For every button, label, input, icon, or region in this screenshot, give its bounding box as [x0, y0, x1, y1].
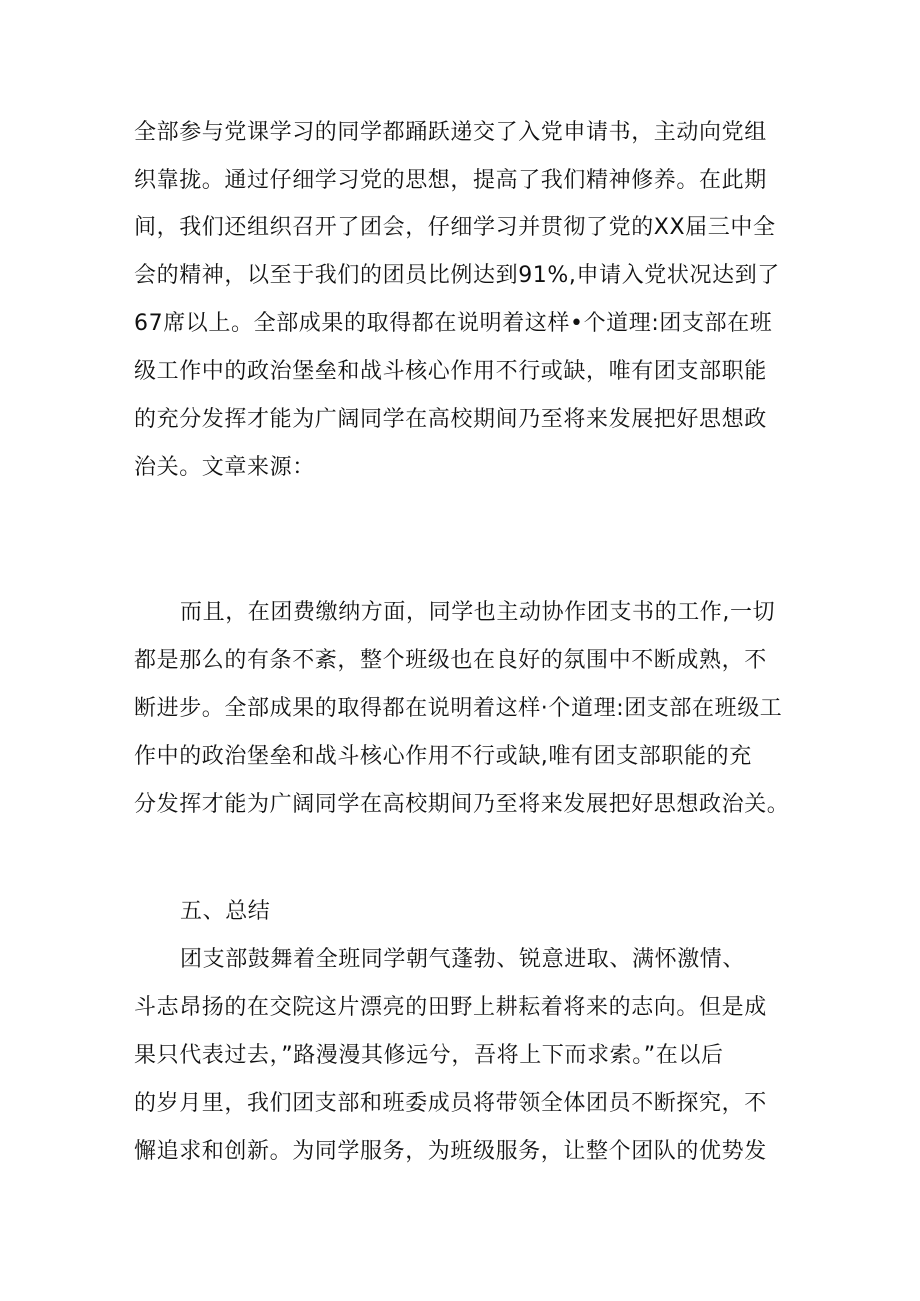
text-line: 的充分发挥才能为广阔同学在高校期间乃至将来发展把好思想政 — [134, 407, 767, 432]
section-heading: 五、总结 — [180, 899, 271, 924]
text-line: 都是那么的有条不紊，整个班级也在良好的氛围中不断成熟，不 — [134, 648, 767, 673]
text-line: 懈追求和创新。为同学服务，为班级服务，让整个团队的优势发 — [134, 1139, 767, 1164]
text-line: 的岁月里，我们团支部和班委成员将带领全体团员不断探究，不 — [134, 1091, 767, 1116]
text-line: 分发挥才能为广阔同学在高校期间乃至将来发展把好思想政治关。 — [134, 792, 790, 817]
text-line: 团支部鼓舞着全班同学朝气蓬勃、锐意进取、满怀激情、 — [180, 947, 746, 972]
text-line: 断进步。全部成果的取得都在说明着这样·个道理:团支部在班级工 — [134, 696, 783, 721]
text-line: 会的精神，以至于我们的团员比例达到91%,申请入党状况达到了 — [134, 263, 780, 288]
text-line: 作中的政治堡垒和战斗核心作用不行或缺,唯有团支部职能的充 — [134, 744, 752, 769]
text-line: 全部参与党课学习的同学都踊跃递交了入党申请书，主动向党组 — [134, 120, 767, 145]
text-line: 治关。文章来源： — [134, 455, 315, 480]
text-line: 斗志昂扬的在交院这片漂亮的田野上耕耘着将来的志向。但是成 — [134, 995, 767, 1020]
text-line: 而且，在团费缴纳方面，同学也主动协作团支书的工作,一切 — [180, 600, 776, 625]
text-line: 67席以上。全部成果的取得都在说明着这样•个道理:团支部在班 — [134, 311, 773, 336]
text-line: 级工作中的政治堡垒和战斗核心作用不行或缺，唯有团支部职能 — [134, 359, 767, 384]
text-line: 果只代表过去，”路漫漫其修远兮，吾将上下而求索。”在以后 — [134, 1043, 724, 1068]
text-line: 间，我们还组织召开了团会，仔细学习并贯彻了党的XX届三中全 — [134, 215, 776, 240]
text-line: 织靠拢。通过仔细学习党的思想，提高了我们精神修养。在此期 — [134, 168, 767, 193]
